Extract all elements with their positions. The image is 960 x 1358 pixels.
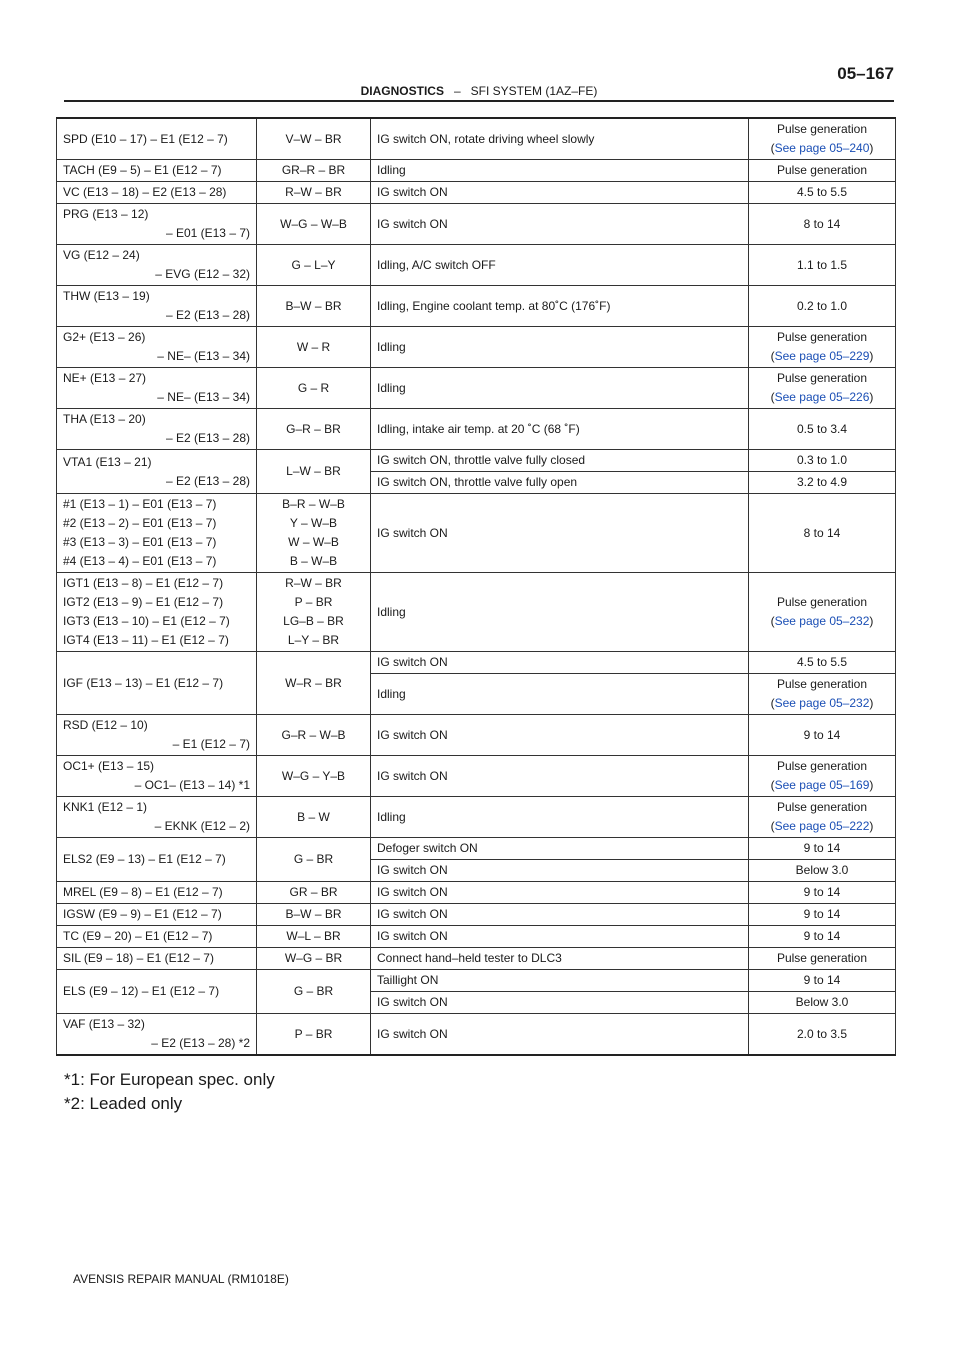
wiring-color-cell — [257, 797, 371, 838]
terminal-cell — [57, 652, 257, 715]
wiring-color: R–W – BR — [285, 576, 342, 590]
table-row — [57, 409, 896, 450]
measured-value: 9 to 14 — [803, 885, 841, 899]
table-row — [57, 450, 896, 472]
condition-cell: IG switch ON — [371, 756, 749, 797]
table-row — [57, 368, 896, 409]
terminal-text: THA (E13 – 20) — [63, 412, 146, 426]
measured-value: Pulse generation — [776, 163, 868, 177]
see-page-link[interactable]: See page 05–169 — [774, 778, 870, 792]
measured-value: 8 to 14 — [803, 216, 841, 231]
measured-value: 1.1 to 1.5 — [796, 257, 848, 272]
terminal-text: SPD (E10 – 17) – E1 (E12 – 7) — [63, 131, 228, 146]
table-row — [57, 118, 896, 160]
header-separator: – — [453, 84, 461, 98]
see-page-link[interactable]: See page 05–229 — [774, 349, 870, 363]
terminal-text: #4 (E13 – 4) – E01 (E13 – 7) — [63, 554, 217, 568]
wiring-color-cell — [257, 882, 371, 904]
specified-condition-cell — [749, 674, 896, 715]
specified-condition-cell — [749, 970, 896, 992]
terminal-text: ELS (E9 – 12) – E1 (E12 – 7) — [63, 984, 220, 998]
wiring-color: W–G – W–B — [280, 216, 347, 231]
wiring-color-cell — [257, 182, 371, 204]
table-row — [57, 904, 896, 926]
terminal-cell — [57, 715, 257, 756]
measured-value: 9 to 14 — [803, 973, 841, 987]
terminal-text: VC (E13 – 18) – E2 (E13 – 28) — [63, 185, 227, 199]
terminal-text: – E01 (E13 – 7) — [165, 226, 250, 240]
condition-cell: Taillight ON — [371, 970, 749, 992]
condition-cell: IG switch ON — [371, 882, 749, 904]
table-row — [57, 182, 896, 204]
specified-condition-cell — [749, 860, 896, 882]
terminal-cell — [57, 160, 257, 182]
wiring-color: B – W–B — [289, 554, 338, 568]
condition-cell: IG switch ON — [371, 204, 749, 245]
wiring-color-cell — [257, 926, 371, 948]
table-row — [57, 926, 896, 948]
measured-value: 0.3 to 1.0 — [796, 453, 848, 467]
wiring-color: Y – W–B — [289, 516, 338, 530]
terminal-text: IGSW (E9 – 9) – E1 (E12 – 7) — [63, 907, 222, 921]
table-row — [57, 327, 896, 368]
table-row — [57, 573, 896, 652]
condition-cell: IG switch ON — [371, 494, 749, 573]
header-section: DIAGNOSTICS — [360, 84, 444, 98]
reference-line: (See page 05–222) — [770, 819, 874, 833]
terminal-text: – OC1– (E13 – 14) *1 — [134, 778, 250, 792]
terminal-cell — [57, 368, 257, 409]
terminal-cell — [57, 450, 257, 494]
terminal-cell — [57, 1014, 257, 1056]
specified-condition-cell — [749, 715, 896, 756]
terminal-text: RSD (E12 – 10) — [63, 718, 148, 732]
header-subsection: SFI SYSTEM (1AZ–FE) — [470, 84, 598, 98]
see-page-link[interactable]: See page 05–222 — [774, 819, 870, 833]
specified-condition-cell — [749, 652, 896, 674]
terminal-text: – EVG (E12 – 32) — [155, 267, 250, 281]
wiring-color-cell — [257, 118, 371, 160]
terminal-cell — [57, 926, 257, 948]
terminal-text: SIL (E9 – 18) – E1 (E12 – 7) — [63, 951, 214, 965]
wiring-color: B–R – W–B — [282, 497, 345, 511]
wiring-color: L–Y – BR — [287, 633, 340, 647]
terminal-text: IGT4 (E13 – 11) – E1 (E12 – 7) — [63, 633, 229, 647]
wiring-color: W–R – BR — [285, 675, 342, 690]
wiring-color-cell — [257, 948, 371, 970]
terminal-text: – NE– (E13 – 34) — [157, 349, 250, 363]
terminal-cell — [57, 182, 257, 204]
see-page-link[interactable]: See page 05–232 — [774, 696, 870, 710]
wiring-color-cell — [257, 494, 371, 573]
terminal-cell — [57, 204, 257, 245]
terminal-cell — [57, 409, 257, 450]
wiring-color: W–L – BR — [286, 929, 341, 943]
measured-value: 4.5 to 5.5 — [796, 655, 848, 669]
wiring-color: GR – BR — [289, 885, 338, 899]
specified-condition-cell — [749, 573, 896, 652]
terminal-cell — [57, 245, 257, 286]
condition-cell: Idling — [371, 368, 749, 409]
table-row — [57, 652, 896, 674]
measured-value: 0.2 to 1.0 — [796, 298, 848, 313]
condition-cell: Idling — [371, 573, 749, 652]
see-page-link[interactable]: See page 05–226 — [774, 390, 870, 404]
terminal-text: – EKNK (E12 – 2) — [154, 819, 250, 833]
measured-value: Pulse generation — [776, 371, 868, 385]
specified-condition-cell — [749, 182, 896, 204]
wiring-color: B–W – BR — [285, 298, 342, 313]
wiring-color-cell — [257, 450, 371, 494]
wiring-color-cell — [257, 715, 371, 756]
terminal-text: TACH (E9 – 5) – E1 (E12 – 7) — [63, 163, 222, 177]
terminal-text: – E2 (E13 – 28) — [165, 431, 250, 445]
measured-value: Pulse generation — [776, 759, 868, 773]
specified-condition-cell — [749, 450, 896, 472]
terminal-cell — [57, 327, 257, 368]
terminal-spec-table — [56, 117, 896, 1056]
measured-value: Pulse generation — [776, 122, 868, 136]
specified-condition-cell — [749, 494, 896, 573]
measured-value: Pulse generation — [776, 800, 868, 814]
terminal-cell — [57, 904, 257, 926]
specified-condition-cell — [749, 327, 896, 368]
wiring-color-cell — [257, 368, 371, 409]
specified-condition-cell — [749, 160, 896, 182]
running-header — [64, 84, 894, 98]
table-row — [57, 494, 896, 573]
wiring-color-cell — [257, 573, 371, 652]
see-page-link[interactable]: See page 05–240 — [774, 141, 870, 155]
measured-value: Below 3.0 — [795, 995, 849, 1009]
wiring-color-cell — [257, 904, 371, 926]
measured-value: 2.0 to 3.5 — [796, 1026, 848, 1041]
terminal-text: – E2 (E13 – 28) *2 — [151, 1036, 250, 1050]
wiring-color-cell — [257, 652, 371, 715]
terminal-text: NE+ (E13 – 27) — [63, 371, 147, 385]
terminal-text: IGT2 (E13 – 9) – E1 (E12 – 7) — [63, 595, 224, 609]
terminal-cell — [57, 286, 257, 327]
condition-cell: IG switch ON — [371, 926, 749, 948]
table-row — [57, 1014, 896, 1056]
condition-cell: Idling, A/C switch OFF — [371, 245, 749, 286]
specified-condition-cell — [749, 992, 896, 1014]
table-row — [57, 970, 896, 992]
wiring-color-cell — [257, 204, 371, 245]
table-row — [57, 756, 896, 797]
specified-condition-cell — [749, 118, 896, 160]
wiring-color: B – W — [297, 809, 330, 824]
footnotes — [64, 1068, 275, 1116]
wiring-color-cell — [257, 970, 371, 1014]
terminal-text: KNK1 (E12 – 1) — [63, 800, 148, 814]
measured-value: Pulse generation — [776, 677, 868, 691]
table-row — [57, 204, 896, 245]
wiring-color: G–R – W–B — [281, 727, 346, 742]
wiring-color: W – R — [296, 339, 331, 354]
specified-condition-cell — [749, 838, 896, 860]
terminal-text: #1 (E13 – 1) – E01 (E13 – 7) — [63, 497, 217, 511]
terminal-text: THW (E13 – 19) — [63, 289, 150, 303]
terminal-cell — [57, 756, 257, 797]
wiring-color-cell — [257, 245, 371, 286]
condition-cell: Connect hand–held tester to DLC3 — [371, 948, 749, 970]
wiring-color: V–W – BR — [285, 131, 342, 146]
condition-cell: IG switch ON — [371, 715, 749, 756]
specified-condition-cell — [749, 797, 896, 838]
terminal-cell — [57, 494, 257, 573]
specified-condition-cell — [749, 286, 896, 327]
measured-value: 3.2 to 4.9 — [796, 475, 848, 489]
wiring-color-cell — [257, 756, 371, 797]
wiring-color: W–G – Y–B — [281, 768, 346, 783]
terminal-cell — [57, 948, 257, 970]
header-rule — [64, 100, 894, 102]
wiring-color-cell — [257, 1014, 371, 1056]
measured-value: 8 to 14 — [803, 525, 841, 540]
condition-cell: Idling, Engine coolant temp. at 80˚C (176˚F) — [371, 286, 749, 327]
terminal-text: IGF (E13 – 13) – E1 (E12 – 7) — [63, 675, 224, 690]
condition-cell: IG switch ON — [371, 904, 749, 926]
wiring-color: W–G – BR — [284, 951, 343, 965]
terminal-cell — [57, 970, 257, 1014]
wiring-color-cell — [257, 327, 371, 368]
wiring-color: G – BR — [293, 984, 334, 998]
terminal-text: – NE– (E13 – 34) — [157, 390, 250, 404]
condition-cell: IG switch ON — [371, 652, 749, 674]
table-row — [57, 245, 896, 286]
condition-cell: Idling — [371, 674, 749, 715]
specified-condition-cell — [749, 245, 896, 286]
measured-value: Pulse generation — [776, 595, 868, 609]
footnote-2: *2: Leaded only — [64, 1094, 183, 1113]
specified-condition-cell — [749, 882, 896, 904]
terminal-text: – E2 (E13 – 28) — [165, 308, 250, 322]
specified-condition-cell — [749, 368, 896, 409]
terminal-text: G2+ (E13 – 26) — [63, 330, 146, 344]
specified-condition-cell — [749, 409, 896, 450]
wiring-color: LG–B – BR — [283, 614, 344, 628]
terminal-text: MREL (E9 – 8) – E1 (E12 – 7) — [63, 885, 223, 899]
wiring-color: W – W–B — [288, 535, 339, 549]
condition-cell: IG switch ON — [371, 860, 749, 882]
reference-line: (See page 05–240) — [770, 141, 874, 155]
terminal-text: ELS2 (E9 – 13) – E1 (E12 – 7) — [63, 852, 226, 866]
wiring-color: L–W – BR — [286, 464, 341, 478]
table-row — [57, 797, 896, 838]
terminal-text: IGT3 (E13 – 10) – E1 (E12 – 7) — [63, 614, 230, 628]
condition-cell: IG switch ON, throttle valve fully open — [371, 472, 749, 494]
table-row — [57, 948, 896, 970]
terminal-cell — [57, 882, 257, 904]
wiring-color: G – R — [297, 380, 330, 395]
reference-line: (See page 05–229) — [770, 349, 874, 363]
specified-condition-cell — [749, 926, 896, 948]
condition-cell: Idling — [371, 327, 749, 368]
terminal-text: – E2 (E13 – 28) — [165, 473, 250, 488]
wiring-color: P – BR — [294, 1026, 333, 1041]
condition-cell: Idling — [371, 160, 749, 182]
table-row — [57, 715, 896, 756]
specified-condition-cell — [749, 948, 896, 970]
see-page-link[interactable]: See page 05–232 — [774, 614, 870, 628]
terminal-cell — [57, 797, 257, 838]
reference-line: (See page 05–169) — [770, 778, 874, 792]
specified-condition-cell — [749, 756, 896, 797]
terminal-text: VG (E12 – 24) — [63, 248, 140, 262]
table-row — [57, 882, 896, 904]
terminal-cell — [57, 838, 257, 882]
manual-footer: AVENSIS REPAIR MANUAL (RM1018E) — [73, 1272, 289, 1286]
wiring-color: P – BR — [294, 595, 333, 609]
table-row — [57, 160, 896, 182]
page-number: 05–167 — [837, 64, 894, 83]
terminal-cell — [57, 573, 257, 652]
terminal-text: IGT1 (E13 – 8) – E1 (E12 – 7) — [63, 576, 224, 590]
wiring-color-cell — [257, 160, 371, 182]
measured-value: 4.5 to 5.5 — [796, 185, 848, 199]
condition-cell: IG switch ON — [371, 182, 749, 204]
condition-cell: IG switch ON — [371, 1014, 749, 1056]
wiring-color: B–W – BR — [285, 907, 342, 921]
terminal-text: OC1+ (E13 – 15) — [63, 759, 155, 773]
measured-value: 0.5 to 3.4 — [796, 421, 848, 436]
specified-condition-cell — [749, 1014, 896, 1056]
reference-line: (See page 05–226) — [770, 390, 874, 404]
table-row — [57, 286, 896, 327]
wiring-color-cell — [257, 409, 371, 450]
terminal-text: PRG (E13 – 12) — [63, 207, 149, 221]
measured-value: Pulse generation — [776, 330, 868, 344]
terminal-cell — [57, 118, 257, 160]
reference-line: (See page 05–232) — [770, 614, 874, 628]
footnote-1: *1: For European spec. only — [64, 1070, 275, 1089]
wiring-color: G – BR — [293, 852, 334, 866]
terminal-text: TC (E9 – 20) – E1 (E12 – 7) — [63, 929, 213, 943]
wiring-color: G–R – BR — [286, 421, 341, 436]
terminal-text: VAF (E13 – 32) — [63, 1017, 145, 1031]
measured-value: Below 3.0 — [795, 863, 849, 877]
condition-cell: Idling, intake air temp. at 20 ˚C (68 ˚F) — [371, 409, 749, 450]
terminal-text: VTA1 (E13 – 21) — [63, 454, 152, 469]
terminal-spec-body — [57, 118, 896, 1055]
wiring-color-cell — [257, 838, 371, 882]
wiring-color-cell — [257, 286, 371, 327]
condition-cell: IG switch ON, rotate driving wheel slowly — [371, 118, 749, 160]
specified-condition-cell — [749, 204, 896, 245]
condition-cell: Defoger switch ON — [371, 838, 749, 860]
wiring-color: GR–R – BR — [281, 163, 346, 177]
condition-cell: IG switch ON, throttle valve fully closed — [371, 450, 749, 472]
condition-cell: IG switch ON — [371, 992, 749, 1014]
table-row — [57, 838, 896, 860]
measured-value: Pulse generation — [776, 951, 868, 965]
measured-value: 9 to 14 — [803, 841, 841, 855]
wiring-color: R–W – BR — [285, 185, 342, 199]
condition-cell: Idling — [371, 797, 749, 838]
measured-value: 9 to 14 — [803, 727, 841, 742]
specified-condition-cell — [749, 472, 896, 494]
terminal-text: – E1 (E12 – 7) — [172, 737, 250, 751]
wiring-color: G – L–Y — [291, 257, 336, 272]
terminal-text: #2 (E13 – 2) – E01 (E13 – 7) — [63, 516, 217, 530]
specified-condition-cell — [749, 904, 896, 926]
reference-line: (See page 05–232) — [770, 696, 874, 710]
measured-value: 9 to 14 — [803, 907, 841, 921]
measured-value: 9 to 14 — [803, 929, 841, 943]
terminal-text: #3 (E13 – 3) – E01 (E13 – 7) — [63, 535, 217, 549]
